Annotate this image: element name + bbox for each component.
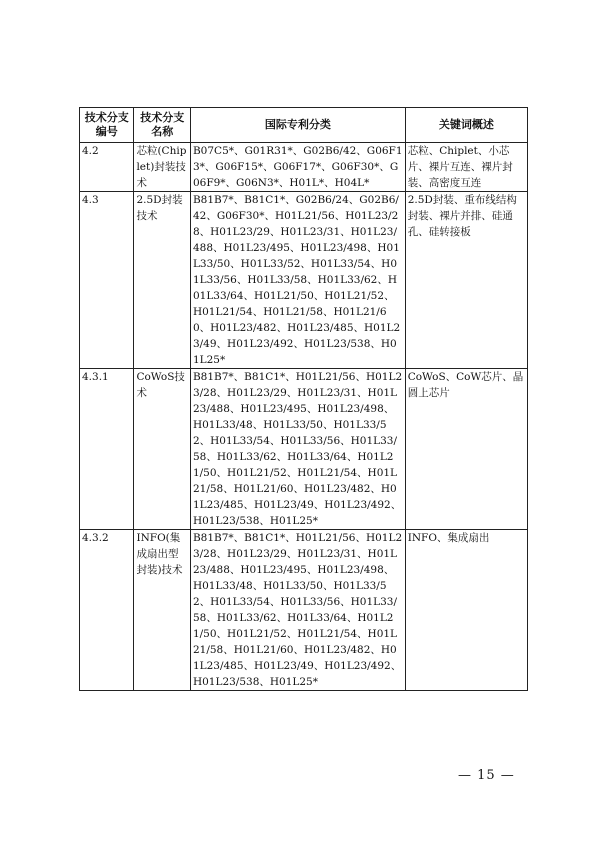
- cell-branch-id: 4.3.1: [80, 369, 134, 530]
- header-branch-id: 技术分支编号: [80, 108, 134, 143]
- page-number: — 15 —: [458, 768, 515, 783]
- header-branch-name: 技术分支名称: [134, 108, 191, 143]
- header-keywords: 关键词概述: [405, 108, 527, 143]
- ipc-table: [79, 107, 528, 691]
- cell-branch-name: 2.5D封装技术: [134, 192, 191, 369]
- table-row: [80, 143, 528, 192]
- cell-ipc: B07C5*、G01R31*、G02B6/42、G06F13*、G06F15*、G06F17*、G06F30*、G06F9*、G06N3*、H01L*、H04L*: [190, 143, 405, 192]
- table-row: [80, 192, 528, 369]
- cell-keywords: INFO、集成扇出: [405, 530, 527, 691]
- cell-ipc: B81B7*、B81C1*、G02B6/24、G02B6/42、G06F30*、H01L21/56、H01L23/28、H01L23/29、H01L23/31、H01L23/488、H01L23/495、H01L23/498、H01L33/50、H01L33/52、H01L33/54、H01L33/56、H01L33/58、H01L33/62、H01L33/64、H01L21/50、H01L21/52、H01L21/54、H01L21/58、H01L21/60、H01L23/482、H01L23/485、H01L23/49、H01L23/492、H01L23/538、H01L25*: [190, 192, 405, 369]
- cell-keywords: CoWoS、CoW芯片、晶圆上芯片: [405, 369, 527, 530]
- cell-branch-name: CoWoS技术: [134, 369, 191, 530]
- table-row: [80, 530, 528, 691]
- cell-branch-name: INFO(集成扇出型封装)技术: [134, 530, 191, 691]
- cell-keywords: 2.5D封装、重布线结构封装、裸片并排、硅通孔、硅转接板: [405, 192, 527, 369]
- cell-branch-id: 4.3.2: [80, 530, 134, 691]
- cell-branch-name: 芯粒(Chiplet)封装技术: [134, 143, 191, 192]
- header-ipc: 国际专利分类: [190, 108, 405, 143]
- table-row: [80, 369, 528, 530]
- cell-keywords: 芯粒、Chiplet、小芯片、裸片互连、裸片封装、高密度互连: [405, 143, 527, 192]
- table-header-row: [80, 108, 528, 143]
- cell-ipc: B81B7*、B81C1*、H01L21/56、H01L23/28、H01L23/29、H01L23/31、H01L23/488、H01L23/495、H01L23/498、H01L33/48、H01L33/50、H01L33/52、H01L33/54、H01L33/56、H01L33/58、H01L33/62、H01L33/64、H01L21/50、H01L21/52、H01L21/54、H01L21/58、H01L21/60、H01L23/482、H01L23/485、H01L23/49、H01L23/492、H01L23/538、H01L25*: [190, 369, 405, 530]
- cell-ipc: B81B7*、B81C1*、H01L21/56、H01L23/28、H01L23/29、H01L23/31、H01L23/488、H01L23/495、H01L23/498、H01L33/48、H01L33/50、H01L33/52、H01L33/54、H01L33/56、H01L33/58、H01L33/62、H01L33/64、H01L21/50、H01L21/52、H01L21/54、H01L21/58、H01L21/60、H01L23/482、H01L23/485、H01L23/49、H01L23/492、H01L23/538、H01L25*: [190, 530, 405, 691]
- cell-branch-id: 4.2: [80, 143, 134, 192]
- cell-branch-id: 4.3: [80, 192, 134, 369]
